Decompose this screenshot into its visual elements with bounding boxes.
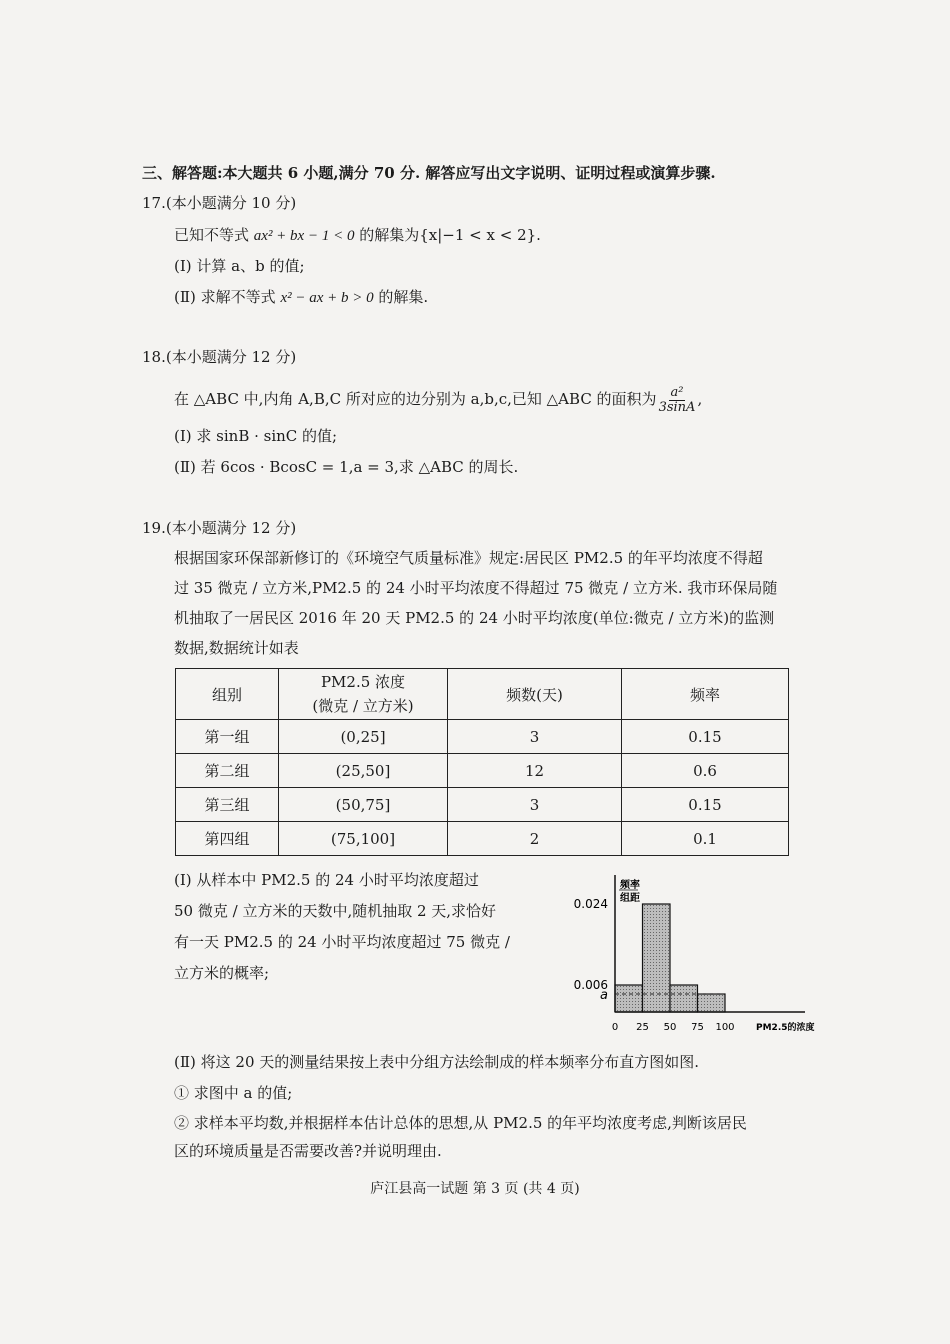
q19-stem-line-1: 根据国家环保部新修订的《环境空气质量标准》规定:居民区 PM2.5 的年平均浓度不得超 [174, 549, 763, 567]
q19-header [142, 518, 296, 538]
q19-score: (本小题满分 12 分) [165, 519, 297, 537]
table-cell: 第四组 [176, 822, 279, 856]
header-concentration [279, 669, 448, 720]
header-frequency-rate: 频率 [622, 669, 789, 720]
q18-frac-denominator: 3sinA [658, 399, 696, 415]
q19-stem-line-3: 机抽取了一居民区 2016 年 20 天 PM2.5 的 24 小时平均浓度(单位:微克 / 立方米)的监测 [174, 609, 775, 627]
page-footer: 庐江县高一试题 第 3 页 (共 4 页) [370, 1181, 580, 1197]
q17-number: 17. [142, 194, 166, 212]
q19-part1-line-1: (Ⅰ) 从样本中 PM2.5 的 24 小时平均浓度超过 [174, 871, 479, 889]
q17-inequality-2: x² − ax + b > 0 [280, 290, 374, 306]
table-cell: 第一组 [176, 720, 279, 754]
q18-score: (本小题满分 12 分) [165, 348, 297, 366]
histogram-bar [670, 985, 698, 1012]
x-tick-label: 75 [691, 1022, 704, 1033]
table-cell: 12 [448, 754, 622, 788]
q19-sub2-line-2: 区的环境质量是否需要改善?并说明理由. [174, 1142, 442, 1160]
table-row [176, 754, 789, 788]
pm25-data-table [175, 668, 789, 856]
q17-stem-text-a: 已知不等式 [174, 226, 254, 244]
x-axis-label: PM2.5的浓度 [756, 1023, 815, 1033]
table-cell: (25,50] [279, 754, 448, 788]
header-group: 组别 [176, 669, 279, 720]
q19-sub2-line-1: ② 求样本平均数,并根据样本估计总体的思想,从 PM2.5 的年平均浓度考虑,判断该居民 [174, 1114, 747, 1132]
table-row [176, 788, 789, 822]
q17-score: (本小题满分 10 分) [165, 194, 297, 212]
y-tick-a: a [600, 988, 608, 1003]
x-tick-label: 0 [611, 1022, 619, 1033]
y-tick-0.006: 0.006 [573, 978, 608, 992]
q18-area-fraction [659, 386, 696, 415]
header-concentration-line2: (微克 / 立方米) [312, 697, 414, 715]
q18-stem [174, 384, 702, 415]
x-tick-label: 100 [715, 1022, 735, 1033]
table-cell: 0.15 [622, 720, 789, 754]
q19-part1-line-2: 50 微克 / 立方米的天数中,随机抽取 2 天,求恰好 [174, 902, 497, 920]
q18-part1: (Ⅰ) 求 sinB · sinC 的值; [174, 427, 338, 445]
table-cell: 第三组 [176, 788, 279, 822]
q17-part2 [174, 287, 428, 308]
table-row [176, 720, 789, 754]
table-row [176, 822, 789, 856]
q17-stem-text-b: 的解集为{x|−1 < x < 2}. [354, 226, 541, 244]
header-concentration-line1: PM2.5 浓度 [320, 673, 406, 691]
table-cell: 0.6 [622, 754, 789, 788]
q17-part1: (Ⅰ) 计算 a、b 的值; [174, 257, 305, 275]
q17-part2-text-b: 的解集. [373, 288, 429, 306]
q19-part1-line-4: 立方米的概率; [174, 964, 270, 982]
table-cell: 第二组 [176, 754, 279, 788]
q19-part2: (Ⅱ) 将这 20 天的测量结果按上表中分组方法绘制成的样本频率分布直方图如图. [174, 1053, 700, 1071]
table-cell: (0,25] [279, 720, 448, 754]
table-cell: 2 [448, 822, 622, 856]
q18-stem-text: 在 △ABC 中,内角 A,B,C 所对应的边分别为 a,b,c,已知 △ABC 的面积为 [174, 390, 657, 408]
x-tick-label: 25 [636, 1022, 649, 1033]
q17-part2-text-a: (Ⅱ) 求解不等式 [174, 288, 281, 306]
table-cell: 3 [448, 720, 622, 754]
table-cell: 0.15 [622, 788, 789, 822]
table-cell: 0.1 [622, 822, 789, 856]
q19-sub1: ① 求图中 a 的值; [174, 1084, 293, 1102]
q19-number: 19. [142, 519, 166, 537]
q18-number: 18. [142, 348, 166, 366]
frequency-histogram [560, 872, 830, 1042]
section-heading: 三、解答题:本大题共 6 小题,满分 70 分. 解答应写出文字说明、证明过程或演算步骤. [142, 164, 716, 182]
q18-header [142, 347, 296, 367]
q18-stem-end: , [697, 390, 703, 408]
q19-part1-line-3: 有一天 PM2.5 的 24 小时平均浓度超过 75 微克 / [174, 933, 510, 951]
table-cell: (50,75] [279, 788, 448, 822]
histogram-bar [698, 994, 726, 1012]
y-label-bottom: 组距 [620, 893, 640, 904]
q19-stem-line-2: 过 35 微克 / 立方米,PM2.5 的 24 小时平均浓度不得超过 75 微克 / 立方米. 我市环保局随 [174, 579, 778, 597]
q18-part2: (Ⅱ) 若 6cos · BcosC = 1,a = 3,求 △ABC 的周长. [174, 458, 519, 476]
q19-stem-line-4: 数据,数据统计如表 [174, 639, 299, 657]
histogram-bar [615, 985, 643, 1012]
y-label-top: 频率 [620, 880, 640, 891]
header-frequency-count: 频数(天) [448, 669, 622, 720]
x-tick-label: 50 [663, 1022, 677, 1033]
table-cell: (75,100] [279, 822, 448, 856]
y-tick-0.024: 0.024 [573, 897, 608, 911]
table-header-row [176, 669, 789, 720]
q17-stem [174, 225, 541, 246]
q17-header [142, 193, 296, 213]
q17-inequality: ax² + bx − 1 < 0 [253, 228, 355, 244]
histogram-bar [643, 904, 671, 1012]
q18-frac-numerator: a² [670, 384, 684, 400]
table-cell: 3 [448, 788, 622, 822]
